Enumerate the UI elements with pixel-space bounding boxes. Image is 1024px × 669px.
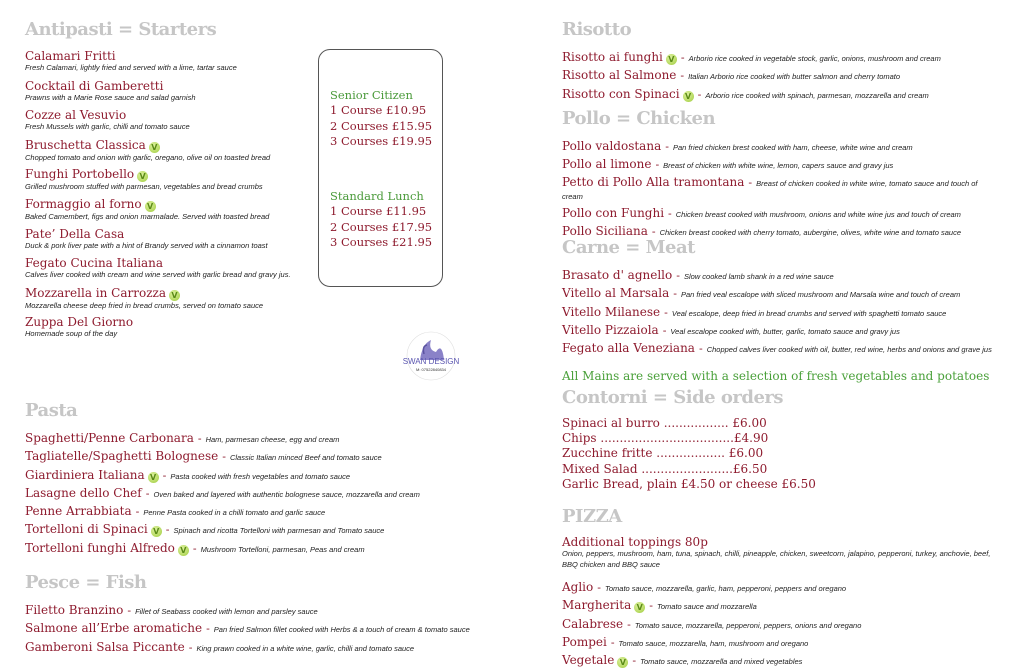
side-item: Mixed Salad ........................£6.50 xyxy=(562,461,768,476)
logo-phone: M: 07522840834 xyxy=(415,367,447,372)
menu-item xyxy=(25,166,315,196)
menu-item xyxy=(562,204,982,222)
meat-section xyxy=(562,235,1012,383)
dish-name: Giardiniera Italiana xyxy=(25,467,145,482)
dish-description: Fresh Calamari, lightly fried and served with a lime, tartar sauce xyxy=(25,63,237,72)
separator-dash: - xyxy=(632,654,637,668)
chicken-section xyxy=(562,106,982,240)
separator-dash: - xyxy=(662,323,667,337)
starters-heading: Antipasti = Starters xyxy=(25,19,217,40)
vegetarian-icon: V xyxy=(683,91,694,102)
dish-name: Brasato d' agnello xyxy=(562,268,673,282)
dish-description: Pasta cooked with fresh vegetables and tomato sauce xyxy=(170,471,351,481)
menu-item xyxy=(562,578,1002,596)
meat-list xyxy=(562,266,1012,357)
toppings-title: Additional toppings 80p xyxy=(562,535,708,549)
dish-description: Oven baked and layered with authentic bolognese sauce, mozzarella and cream xyxy=(153,489,420,499)
dish-name: Tagliatelle/Spaghetti Bolognese xyxy=(25,449,219,464)
dish-description: Ham, parmesan cheese, egg and cream xyxy=(205,435,340,444)
sides-heading: Contorni = Side orders xyxy=(562,387,784,408)
dish-name: Risotto ai funghi xyxy=(562,50,663,64)
dish-name: Tortelloni di Spinaci xyxy=(25,522,148,537)
vegetarian-icon: V xyxy=(149,142,160,153)
dish-description: Pan fried chicken brest cooked with ham, cheese, white wine and cream xyxy=(672,143,913,152)
dish-name: Vitello Pizzaiola xyxy=(562,322,659,337)
dish-name: Bruschetta Classica xyxy=(25,137,146,152)
dish-description: King prawn cooked in a white wine, garlic, chilli and tomato sauce xyxy=(196,643,415,653)
mains-note: All Mains are served with a selection of fresh vegetables and potatoes xyxy=(562,369,990,384)
logo-text: SWAN DESIGN xyxy=(402,357,460,366)
vegetarian-icon: V xyxy=(151,526,162,537)
dish-description: Grilled mushroom stuffed with parmesan, vegetables and bread crumbs xyxy=(25,182,263,192)
menu-item xyxy=(562,155,982,173)
menu-item xyxy=(562,596,1002,614)
dish-name: Pollo al limone xyxy=(562,157,652,172)
dish-description: Calves liver cooked with cream and wine served with garlic bread and gravy jus. xyxy=(25,270,291,280)
dish-description: Pan fried veal escalope with sliced mushroom and Marsala wine and touch of cream xyxy=(680,290,961,300)
dish-name: Tortelloni funghi Alfredo xyxy=(25,540,175,555)
risotto-list xyxy=(562,48,1002,103)
separator-dash: - xyxy=(145,486,150,500)
dish-description: Tomato sauce, mozzarella and mixed vegetables xyxy=(640,657,803,667)
dish-description: Italian Arborio rice cooked with butter salmon and cherry tomato xyxy=(688,72,901,82)
separator-dash: - xyxy=(188,640,193,654)
menu-item xyxy=(562,303,1012,321)
dish-name: Margherita xyxy=(562,598,632,613)
menu-item xyxy=(25,447,485,465)
vegetarian-icon: V xyxy=(178,545,189,556)
menu-item xyxy=(25,107,315,137)
dish-name: Risotto al Salmone xyxy=(562,68,677,83)
separator-dash: - xyxy=(610,635,615,649)
separator-dash: - xyxy=(597,581,601,594)
dish-name: Formaggio al forno xyxy=(25,196,142,211)
toppings-desc: Onion, peppers, mushroom, ham, tuna, spinach, chilli, pineapple, chicken, sweetcorn, jalapino, pepperoni, turkey, anchovie, beef, BBQ chicken and BBQ sauce xyxy=(562,549,991,569)
senior-price: 3 Courses £19.95 xyxy=(330,133,433,148)
dish-description: Pan fried Salmon fillet cooked with Herbs & a touch of cream & tomato sauce xyxy=(213,625,470,635)
dish-name: Vegetale xyxy=(562,653,615,668)
dish-description: Veal escalope cooked with, butter, garlic, tomato sauce and gravy jus xyxy=(670,326,900,336)
set-menu-box xyxy=(318,49,443,287)
dish-name: Vitello Milanese xyxy=(562,304,661,319)
lunch-price: 3 Courses £21.95 xyxy=(330,234,433,249)
vegetarian-icon: V xyxy=(148,472,159,483)
fish-heading: Pesce = Fish xyxy=(25,572,147,593)
dish-description: Baked Camembert, figs and onion marmalade. Served with toasted bread xyxy=(25,211,270,221)
lunch-title: Standard Lunch xyxy=(330,189,424,203)
separator-dash: - xyxy=(668,206,672,220)
meat-heading: Carne = Meat xyxy=(562,237,695,258)
dish-name: Fegato Cucina Italiana xyxy=(25,256,164,271)
menu-item xyxy=(25,520,485,538)
dish-description: Veal escalope, deep fried in bread crumbs and served with spaghetti tomato sauce xyxy=(671,308,947,318)
risotto-heading: Risotto xyxy=(562,19,632,40)
vegetarian-icon: V xyxy=(634,602,645,613)
separator-dash: - xyxy=(162,468,167,482)
menu-item xyxy=(562,615,1002,633)
dish-description: Arborio rice cooked in vegetable stock, garlic, onions, mushroom and cream xyxy=(688,54,941,63)
menu-item xyxy=(25,601,505,619)
menu-item xyxy=(25,429,485,447)
pizza-list xyxy=(562,578,1002,669)
dish-name: Pollo Siciliana xyxy=(562,223,648,238)
dish-name: Filetto Branzino xyxy=(25,603,124,617)
separator-dash: - xyxy=(680,51,685,64)
senior-price: 2 Courses £15.95 xyxy=(330,118,433,133)
separator-dash: - xyxy=(165,523,170,537)
separator-dash: - xyxy=(680,69,685,83)
dish-name: Zuppa Del Giorno xyxy=(25,315,134,330)
separator-dash: - xyxy=(649,599,653,613)
dish-description: Fillet of Seabass cooked with lemon and parsley sauce xyxy=(135,607,318,616)
dish-name: Salmone all’Erbe aromatiche xyxy=(25,621,203,636)
side-item: Garlic Bread, plain £4.50 or cheese £6.50 xyxy=(562,476,816,491)
dish-description: Chicken breast cooked with mushroom, onions and white wine jus and touch of cream xyxy=(675,209,961,219)
fish-list xyxy=(25,601,505,656)
dish-name: Calabrese xyxy=(562,616,624,631)
dish-name: Gamberoni Salsa Piccante xyxy=(25,639,185,654)
dish-description: Chicken breast cooked with cherry tomato, aubergine, olives, white wine and tomato sauce xyxy=(659,227,961,237)
menu-item xyxy=(25,285,315,315)
menu-item xyxy=(562,321,1012,339)
menu-item xyxy=(25,314,315,344)
menu-item xyxy=(25,226,315,256)
menu-item xyxy=(562,339,1012,357)
dish-description: Tomato sauce and mozzarella xyxy=(656,602,757,612)
menu-item xyxy=(25,638,505,656)
dish-description: Breast of chicken with white wine, lemon, capers sauce and gravy jus xyxy=(663,161,894,171)
separator-dash: - xyxy=(135,505,140,519)
lunch-price: 1 Course £11.95 xyxy=(330,204,427,219)
separator-dash: - xyxy=(664,305,668,319)
menu-item xyxy=(562,266,1012,284)
vegetarian-icon: V xyxy=(137,171,148,182)
menu-item xyxy=(25,137,315,167)
separator-dash: - xyxy=(222,450,226,464)
senior-title: Senior Citizen xyxy=(330,88,413,102)
separator-dash: - xyxy=(748,175,753,189)
pizza-heading: PIZZA xyxy=(562,506,622,527)
dish-description: Tomato sauce, mozzarella, pepperoni, peppers, onions and oregano xyxy=(634,620,862,630)
menu-item xyxy=(25,255,315,285)
separator-dash: - xyxy=(698,342,703,356)
pasta-section xyxy=(25,398,485,557)
pasta-list xyxy=(25,429,485,557)
separator-dash: - xyxy=(651,224,656,238)
separator-dash: - xyxy=(673,287,677,301)
dish-name: Penne Arrabbiata xyxy=(25,504,132,519)
pizza-section xyxy=(562,504,1002,669)
separator-dash: - xyxy=(697,87,702,101)
swan-design-logo xyxy=(398,330,464,382)
dish-name: Risotto con Spinaci xyxy=(562,86,680,101)
dish-description: Homemade soup of the day xyxy=(25,329,118,339)
dish-description: Spinach and ricotta Tortelloni with parmesan and Tomato sauce xyxy=(173,526,385,536)
menu-item xyxy=(562,174,982,204)
menu-item xyxy=(562,284,1012,302)
dish-name: Funghi Portobello xyxy=(25,167,135,182)
dish-description: Arborio rice cooked with spinach, parmesan, mozzarella and cream xyxy=(705,90,929,100)
menu-item xyxy=(25,466,485,484)
menu-item xyxy=(25,78,315,108)
dish-description: Chopped tomato and onion with garlic, oregano, olive oil on toasted bread xyxy=(25,152,271,162)
dish-name: Pate’ Della Casa xyxy=(25,226,125,241)
dish-name: Cocktail di Gamberetti xyxy=(25,78,164,93)
dish-name: Aglio xyxy=(562,580,594,594)
separator-dash: - xyxy=(655,158,660,172)
dish-name: Pollo valdostana xyxy=(562,139,662,153)
separator-dash: - xyxy=(192,541,197,555)
dish-description: Chopped calves liver cooked with oil, butter, red wine, herbs and onions and grave jus xyxy=(706,345,992,355)
dish-description: Classic Italian minced Beef and tomato sauce xyxy=(229,453,382,463)
chicken-heading: Pollo = Chicken xyxy=(562,108,716,129)
dish-description: Breast of chicken cooked in white wine, tomato sauce and touch of cream xyxy=(562,178,978,201)
starters-list xyxy=(25,48,315,344)
separator-dash: - xyxy=(627,617,631,631)
dish-name: Fegato alla Veneziana xyxy=(562,341,695,356)
dish-description: Slow cooked lamb shank in a red wine sauce xyxy=(683,272,834,281)
dish-description: Tomato sauce, mozzarella, ham, mushroom and oregano xyxy=(618,638,809,648)
dish-name: Vitello al Marsala xyxy=(562,286,670,301)
dish-name: Pollo con Funghi xyxy=(562,205,665,220)
pasta-heading: Pasta xyxy=(25,400,78,421)
senior-price: 1 Course £10.95 xyxy=(330,103,427,118)
menu-item xyxy=(25,196,315,226)
dish-description: Fresh Mussels with garlic, chilli and tomato sauce xyxy=(25,122,190,132)
menu-item xyxy=(562,66,1002,84)
fish-section xyxy=(25,570,505,656)
separator-dash: - xyxy=(665,140,669,153)
dish-description: Duck & pork liver pate with a hint of Brandy served with a cinnamon toast xyxy=(25,240,268,250)
menu-item xyxy=(25,619,505,637)
menu-item xyxy=(25,48,315,78)
menu-item xyxy=(562,137,982,155)
dish-description: Mushroom Tortelloni, parmesan, Peas and cream xyxy=(200,544,365,554)
separator-dash: - xyxy=(206,622,210,636)
vegetarian-icon: V xyxy=(617,657,628,668)
side-item: Zucchine fritte .................. £6.00 xyxy=(562,446,764,461)
menu-item xyxy=(562,48,1002,66)
lunch-price: 2 Courses £17.95 xyxy=(330,219,433,234)
menu-item xyxy=(25,484,485,502)
side-item: Spinaci al burro ................. £6.00 xyxy=(562,416,767,430)
dish-name: Calamari Fritti xyxy=(25,49,116,63)
side-item: Chips ...................................£4.90 xyxy=(562,431,769,446)
sides-section xyxy=(562,385,862,492)
dish-name: Mozzarella in Carrozza xyxy=(25,285,167,300)
vegetarian-icon: V xyxy=(145,201,156,212)
chicken-list xyxy=(562,137,982,240)
menu-item xyxy=(25,539,485,557)
dish-name: Pompei xyxy=(562,634,607,649)
dish-description: Penne Pasta cooked in a chilli tomato and garlic sauce xyxy=(143,508,326,518)
vegetarian-icon: V xyxy=(169,290,180,301)
starters-section xyxy=(25,17,315,344)
swan-logo-icon xyxy=(398,330,464,382)
dish-name: Cozze al Vesuvio xyxy=(25,108,127,123)
dish-name: Spaghetti/Penne Carbonara xyxy=(25,431,194,445)
menu-item xyxy=(562,85,1002,103)
menu-item xyxy=(562,633,1002,651)
dish-description: Prawns with a Marie Rose sauce and salad garnish xyxy=(25,92,196,102)
separator-dash: - xyxy=(127,604,132,617)
separator-dash: - xyxy=(676,269,680,282)
vegetarian-icon: V xyxy=(666,54,677,65)
dish-description: Tomato sauce, mozzarella, garlic, ham, pepperoni, peppers and oregano xyxy=(604,584,847,593)
dish-name: Lasagne dello Chef xyxy=(25,485,142,500)
dish-name: Petto di Pollo Alla tramontana xyxy=(562,174,745,189)
separator-dash: - xyxy=(197,432,202,445)
dish-description: Mozzarella cheese deep fried in bread crumbs, served on tomato sauce xyxy=(25,300,264,310)
menu-item xyxy=(25,502,485,520)
risotto-section xyxy=(562,17,1002,103)
